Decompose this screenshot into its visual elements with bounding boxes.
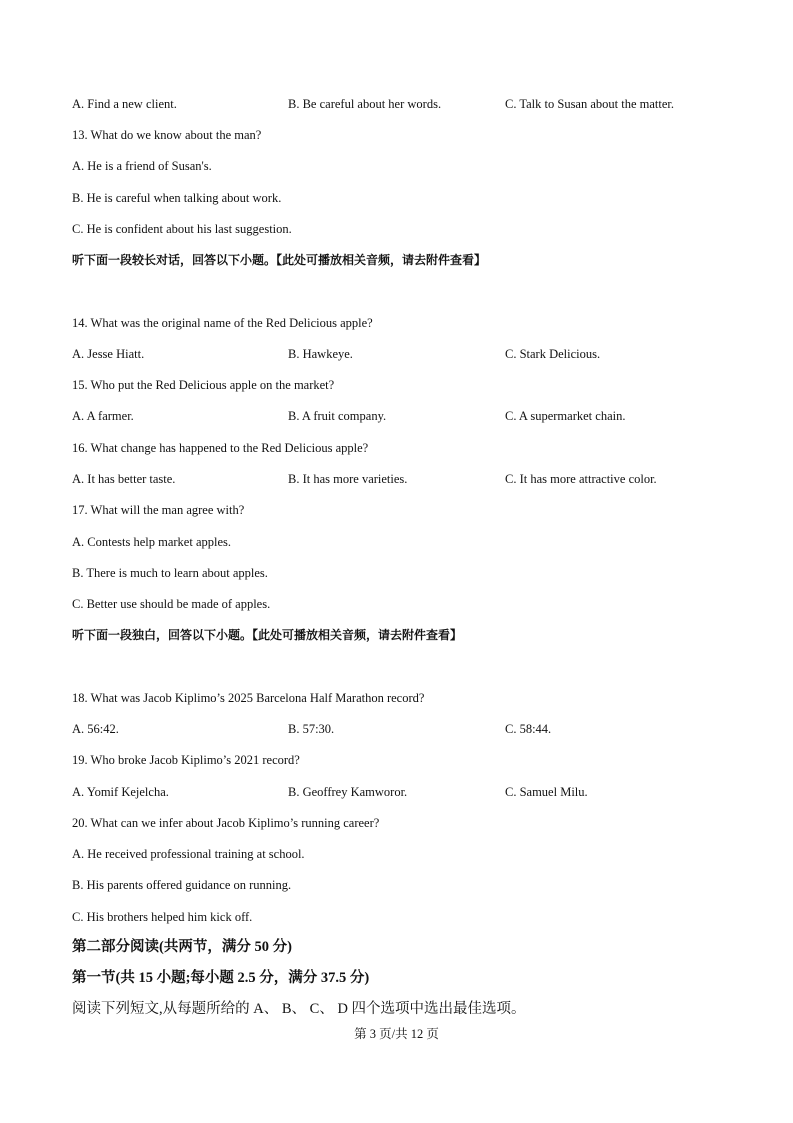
option-a: A. It has better taste. — [72, 472, 176, 486]
question-18: 18. What was Jacob Kiplimo’s 2025 Barcelona Half Marathon record? — [72, 691, 425, 705]
question-14: 14. What was the original name of the Red Delicious apple? — [72, 316, 373, 330]
option-b: B. A fruit company. — [288, 409, 387, 423]
option-c: C. 58:44. — [505, 722, 552, 736]
question-15: 15. Who put the Red Delicious apple on the market? — [72, 378, 335, 392]
option-a: A. Contests help market apples. — [72, 535, 231, 549]
option-a: A. He is a friend of Susan's. — [72, 159, 212, 173]
option-b: B. He is careful when talking about work. — [72, 191, 282, 205]
option-b: B. Be careful about her words. — [288, 97, 442, 111]
option-c: C. Samuel Milu. — [505, 785, 588, 799]
option-a: A. Jesse Hiatt. — [72, 347, 145, 361]
option-c: C. A supermarket chain. — [505, 409, 626, 423]
question-17: 17. What will the man agree with? — [72, 503, 245, 517]
option-b: B. Hawkeye. — [288, 347, 353, 361]
option-c: C. Stark Delicious. — [505, 347, 601, 361]
option-b: B. It has more varieties. — [288, 472, 408, 486]
reading-instruction: 阅读下列短文,从每题所给的 A、 B、 C、 D 四个选项中选出最佳选项。 — [72, 1001, 526, 1017]
option-b: B. Geoffrey Kamworor. — [288, 785, 408, 799]
option-a: A. He received professional training at school. — [72, 847, 305, 861]
option-a: A. A farmer. — [72, 409, 134, 423]
instruction-dialogue: 听下面一段较长对话，回答以下小题。【此处可播放相关音频，请去附件查看】 — [72, 253, 487, 267]
option-c: C. Better use should be made of apples. — [72, 597, 271, 611]
question-20: 20. What can we infer about Jacob Kiplimo’s running career? — [72, 816, 380, 830]
page-footer: 第 3 页/共 12 页 — [354, 1027, 439, 1041]
question-19: 19. Who broke Jacob Kiplimo’s 2021 record? — [72, 753, 300, 767]
option-c: C. His brothers helped him kick off. — [72, 910, 253, 924]
option-b: B. There is much to learn about apples. — [72, 566, 268, 580]
question-13: 13. What do we know about the man? — [72, 128, 262, 142]
option-a: A. Find a new client. — [72, 97, 177, 111]
option-b: B. His parents offered guidance on running. — [72, 878, 292, 892]
question-16: 16. What change has happened to the Red Delicious apple? — [72, 441, 369, 455]
option-a: A. Yomif Kejelcha. — [72, 785, 169, 799]
option-b: B. 57:30. — [288, 722, 335, 736]
section1-title: 第一节(共 15 小题;每小题 2.5 分，满分 37.5 分) — [72, 970, 370, 986]
option-a: A. 56:42. — [72, 722, 119, 736]
option-c: C. It has more attractive color. — [505, 472, 657, 486]
option-c: C. He is confident about his last suggestion. — [72, 222, 292, 236]
option-c: C. Talk to Susan about the matter. — [505, 97, 675, 111]
instruction-monologue: 听下面一段独白，回答以下小题。【此处可播放相关音频，请去附件查看】 — [72, 628, 463, 642]
part2-title: 第二部分阅读(共两节，满分 50 分) — [72, 939, 292, 955]
